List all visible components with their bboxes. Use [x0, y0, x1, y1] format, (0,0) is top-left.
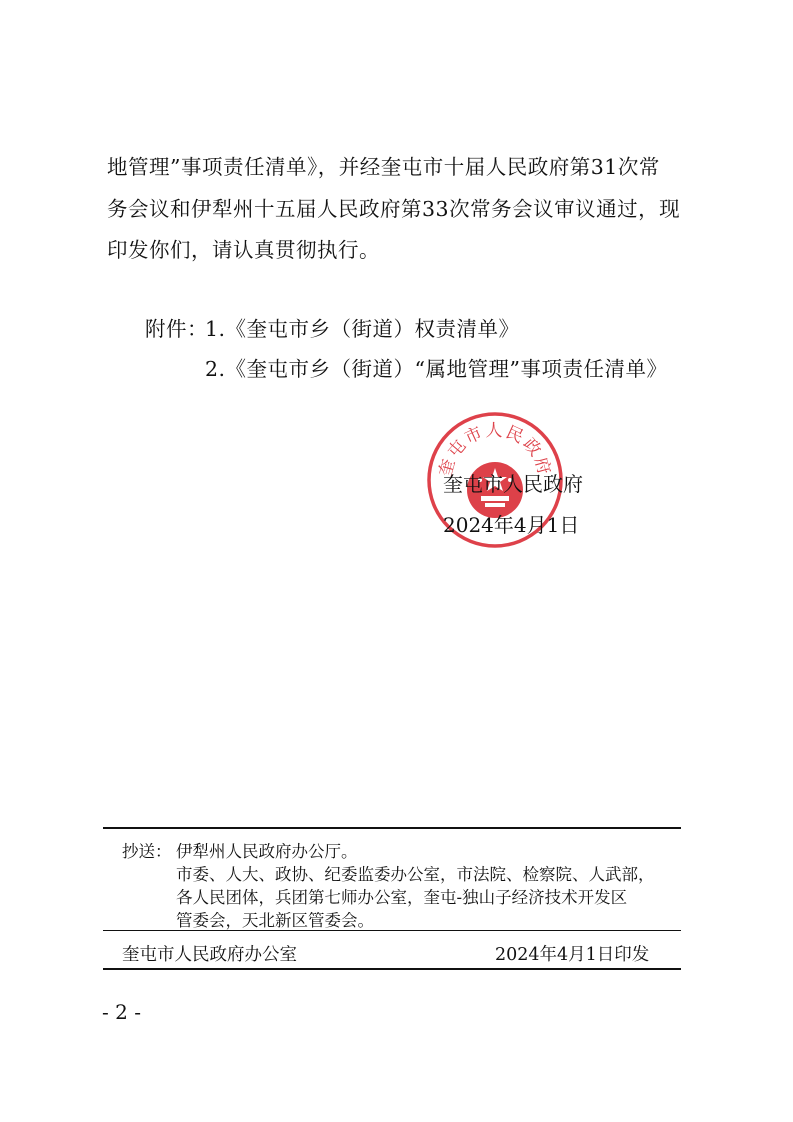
cc-line-1: 伊犁州人民政府办公厅。 — [176, 842, 358, 861]
cc-line-3: 各人民团体，兵团第七师办公室，奎屯-独山子经济技术开发区 — [176, 888, 628, 907]
attachment-item-2: 2.《奎屯市乡（街道）“属地管理”事项责任清单》 — [205, 357, 668, 381]
issuing-office: 奎屯市人民政府办公室 — [122, 945, 297, 965]
cc-top-rule — [103, 827, 681, 829]
cc-label: 抄送： — [122, 842, 172, 861]
body-paragraph-line-1: 地管理”事项责任清单》，并经奎屯市十届人民政府第31次常 — [107, 155, 660, 179]
body-paragraph-line-3: 印发你们，请认真贯彻执行。 — [107, 238, 380, 262]
cc-line-4: 管委会，天北新区管委会。 — [176, 911, 374, 930]
attachments-label: 附件： — [145, 317, 208, 341]
cc-line-2: 市委、人大、政协、纪委监委办公室，市法院、检察院、人武部， — [176, 865, 655, 884]
cc-bottom-rule — [103, 968, 681, 970]
page-number: - 2 - — [102, 1000, 141, 1024]
attachment-item-1: 1.《奎屯市乡（街道）权责清单》 — [205, 317, 520, 341]
signing-organization: 奎屯市人民政府 — [443, 472, 583, 496]
seal-text: 奎屯市人民政府 — [435, 421, 555, 479]
cc-middle-rule — [103, 930, 681, 931]
body-paragraph-line-2: 务会议和伊犁州十五届人民政府第33次常务会议审议通过，现 — [107, 197, 681, 221]
signing-date: 2024年4月1日 — [443, 513, 580, 537]
issuing-date: 2024年4月1日印发 — [495, 945, 650, 965]
